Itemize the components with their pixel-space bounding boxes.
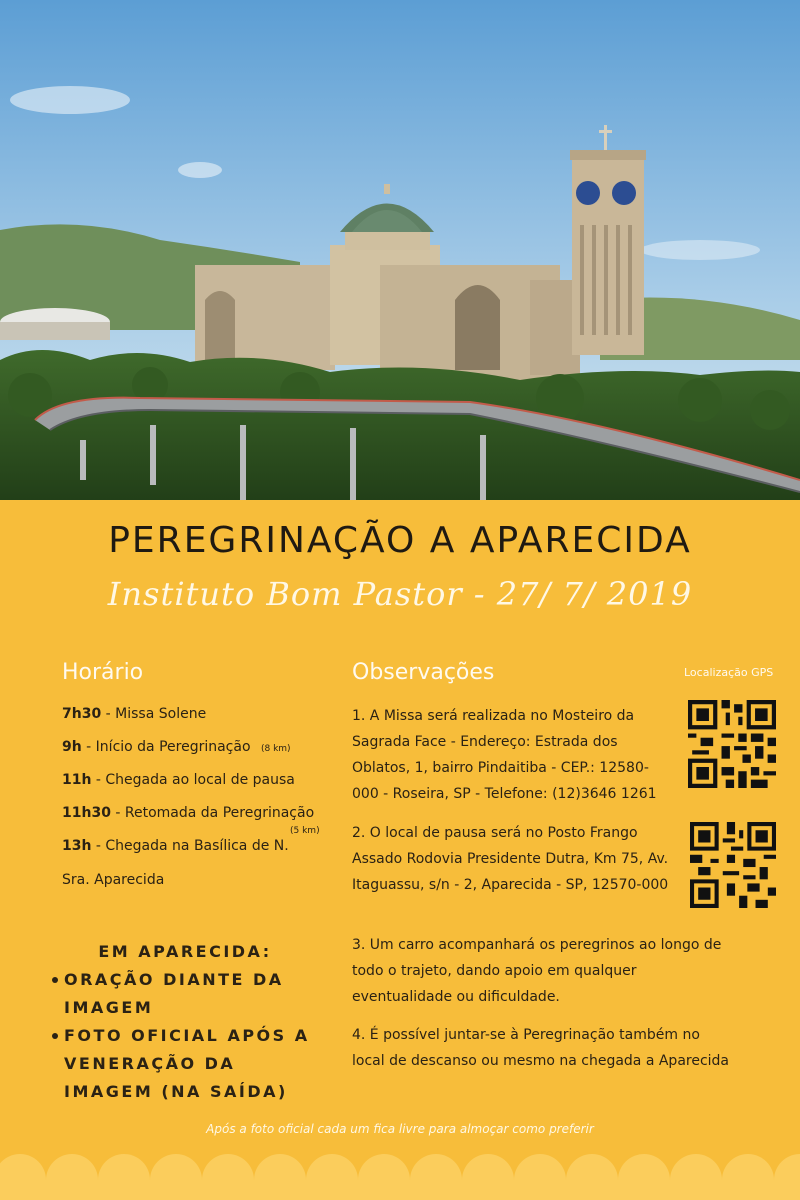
scallop-border (0, 1150, 800, 1200)
schedule-note: (5 km) (290, 826, 320, 836)
page-title: PEREGRINAÇÃO A APARECIDA (108, 520, 692, 561)
schedule-item (62, 706, 206, 722)
observacao-4: 4. É possível juntar-se à Peregrinação também no local de descanso ou mesmo na chegada a Aparecida (352, 1027, 730, 1069)
schedule-text: - Missa Solene (101, 706, 207, 722)
em-aparecida-heading: EM APARECIDA: (98, 942, 272, 961)
em-aparecida-block (50, 938, 320, 1106)
schedule-time: 11h30 (62, 805, 111, 821)
schedule-text: - Retomada da Peregrinação (110, 805, 315, 821)
schedule-item (62, 772, 295, 788)
schedule-heading: Horário (62, 660, 144, 685)
footer-note: Após a foto oficial cada um fica livre para almoçar como preferir (206, 1122, 594, 1136)
qr-code-icon[interactable] (690, 822, 776, 912)
basilica-photo (0, 0, 800, 500)
schedule-item (62, 739, 291, 755)
subtitle: Instituto Bom Pastor - 27/ 7/ 2019 (107, 575, 693, 613)
observacao-1: 1. A Missa será realizada no Mosteiro da Sagrada Face - Endereço: Estrada dos Oblatos, 1, bairro Pindaitiba - CEP.: 12580-000 - Roseira, SP - Telefone: (12)3646 1261 (352, 708, 657, 802)
em-aparecida-list (50, 966, 320, 1106)
schedule-text: - Chegada na Basílica de N. (91, 838, 289, 854)
schedule-continuation: Sra. Aparecida (62, 872, 165, 888)
observacao-2: 2. O local de pausa será no Posto Frango Assado Rodovia Presidente Dutra, Km 75, Av. Itaguassu, s/n - 2, Aparecida - SP, 12570-000 (352, 825, 669, 893)
schedule-text: - Início da Peregrinação (81, 739, 251, 755)
schedule-item (62, 805, 314, 821)
schedule-time: 7h30 (62, 706, 102, 722)
schedule-time: 9h (62, 739, 82, 755)
qr-code-icon[interactable] (688, 700, 776, 792)
observacoes-heading: Observações (352, 660, 495, 685)
list-item: ORAÇÃO DIANTE DA IMAGEM (64, 966, 320, 1022)
observacao-3: 3. Um carro acompanhará os peregrinos ao longo de todo o trajeto, dando apoio em qualquer eventualidade ou dificuldade. (352, 937, 722, 1005)
schedule-time: 11h (62, 772, 92, 788)
schedule-note: (8 km) (260, 744, 291, 754)
schedule-text: - Chegada ao local de pausa (91, 772, 295, 788)
gps-label: Localização GPS (684, 666, 774, 679)
schedule-time: 13h (62, 838, 92, 854)
schedule-item (62, 838, 289, 854)
list-item: FOTO OFICIAL APÓS A VENERAÇÃO DA IMAGEM (NA SAÍDA) (64, 1022, 320, 1106)
